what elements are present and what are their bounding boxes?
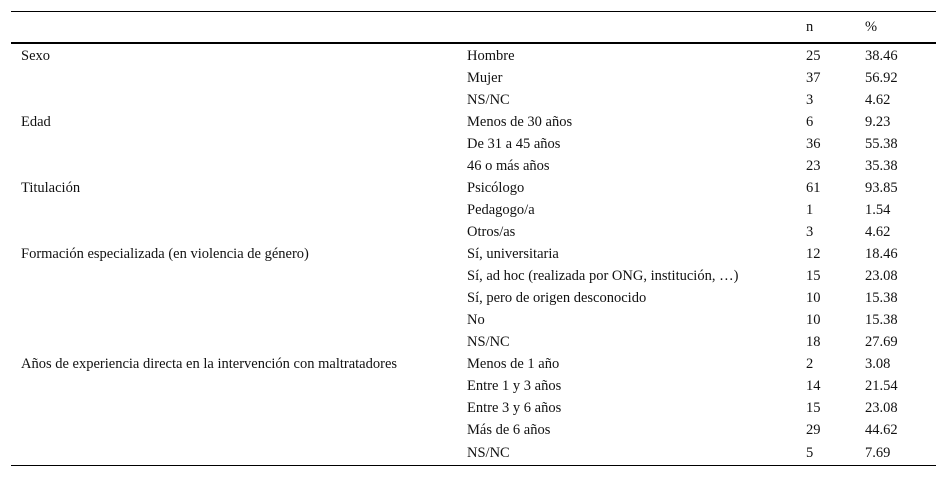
percent-cell: 21.54 — [865, 378, 898, 394]
variable-cell — [11, 397, 467, 419]
variable-cell — [11, 155, 467, 177]
n-cell: 10 — [806, 312, 821, 328]
variable-cell — [11, 419, 467, 441]
n-cell: 2 — [806, 356, 814, 372]
table-row — [11, 353, 936, 375]
percent-cell: 9.23 — [865, 114, 891, 130]
category-cell: Entre 1 y 3 años — [467, 378, 562, 394]
variable-cell — [11, 287, 467, 309]
variable-cell — [11, 265, 467, 287]
category-cell: NS/NC — [467, 441, 806, 466]
category-cell: Menos de 30 años — [467, 114, 573, 130]
percent-cell: 3.08 — [865, 356, 891, 372]
table-row — [11, 243, 936, 265]
percent-cell: 23.08 — [865, 400, 898, 416]
n-cell: 15 — [806, 400, 821, 416]
variable-cell: Titulación — [21, 180, 81, 196]
table-row — [11, 331, 936, 353]
variable-cell — [11, 199, 467, 221]
n-cell: 23 — [806, 158, 821, 174]
table-body — [11, 43, 936, 466]
n-cell: 1 — [806, 202, 814, 218]
variable-cell — [11, 67, 467, 89]
category-cell: Mujer — [467, 70, 503, 86]
percent-cell: 55.38 — [865, 136, 898, 152]
n-cell: 6 — [806, 114, 814, 130]
category-cell: Sí, pero de origen desconocido — [467, 290, 647, 306]
n-cell: 12 — [806, 246, 821, 262]
variable-cell: Años de experiencia directa en la intervención con maltratadores — [21, 356, 398, 372]
percent-cell: 27.69 — [865, 334, 898, 350]
variable-cell — [11, 309, 467, 331]
variable-cell: Sexo — [21, 47, 50, 64]
variable-cell — [11, 221, 467, 243]
table-row — [11, 155, 936, 177]
table-row — [11, 67, 936, 89]
n-cell: 29 — [806, 422, 821, 438]
table-row — [11, 89, 936, 111]
percent-cell: 15.38 — [865, 312, 898, 328]
n-cell: 3 — [806, 92, 814, 108]
category-cell: Entre 3 y 6 años — [467, 400, 562, 416]
percent-cell: 7.69 — [865, 441, 936, 466]
table-row — [11, 419, 936, 441]
percent-cell: 35.38 — [865, 158, 898, 174]
percent-cell: 18.46 — [865, 246, 898, 262]
percent-cell: 23.08 — [865, 268, 898, 284]
table-row — [11, 43, 936, 67]
percent-cell: 1.54 — [865, 202, 891, 218]
table-row — [11, 397, 936, 419]
table-header — [11, 12, 936, 44]
variable-cell — [11, 89, 467, 111]
table-row — [11, 287, 936, 309]
n-cell: 37 — [806, 70, 821, 86]
n-cell: 36 — [806, 136, 821, 152]
table-row — [11, 111, 936, 133]
percent-cell: 4.62 — [865, 224, 891, 240]
n-cell: 25 — [806, 47, 821, 64]
header-percent: % — [865, 12, 936, 44]
percent-cell: 93.85 — [865, 180, 898, 196]
category-cell: De 31 a 45 años — [467, 136, 561, 152]
variable-cell — [11, 133, 467, 155]
demographics-table — [11, 11, 936, 466]
percent-cell: 44.62 — [865, 422, 898, 438]
variable-cell: Formación especializada (en violencia de género) — [21, 246, 309, 262]
category-cell: Sí, ad hoc (realizada por ONG, institución, …) — [467, 268, 739, 284]
table-row — [11, 177, 936, 199]
n-cell: 61 — [806, 180, 821, 196]
table-row — [11, 199, 936, 221]
category-cell: Otros/as — [467, 224, 516, 240]
category-cell: Pedagogo/a — [467, 202, 535, 218]
header-row — [11, 12, 936, 44]
category-cell: 46 o más años — [467, 158, 550, 174]
n-cell: 10 — [806, 290, 821, 306]
header-category — [467, 12, 806, 44]
category-cell: Hombre — [467, 47, 515, 64]
table-row — [11, 221, 936, 243]
n-cell: 15 — [806, 268, 821, 284]
percent-cell: 4.62 — [865, 92, 891, 108]
table-row — [11, 133, 936, 155]
n-cell: 14 — [806, 378, 821, 394]
n-cell: 5 — [806, 441, 865, 466]
category-cell: NS/NC — [467, 92, 510, 108]
variable-cell: Edad — [21, 114, 51, 130]
n-cell: 18 — [806, 334, 821, 350]
table-row — [11, 375, 936, 397]
n-cell: 3 — [806, 224, 814, 240]
category-cell: Sí, universitaria — [467, 246, 559, 262]
category-cell: Más de 6 años — [467, 422, 551, 438]
variable-cell — [11, 331, 467, 353]
percent-cell: 38.46 — [865, 47, 898, 64]
table-row — [11, 265, 936, 287]
header-variable — [11, 12, 467, 44]
variable-cell — [11, 441, 467, 466]
category-cell: No — [467, 312, 485, 328]
category-cell: Psicólogo — [467, 180, 525, 196]
variable-cell — [11, 375, 467, 397]
category-cell: NS/NC — [467, 334, 510, 350]
header-n: n — [806, 12, 865, 44]
category-cell: Menos de 1 año — [467, 356, 560, 372]
percent-cell: 15.38 — [865, 290, 898, 306]
table-row — [11, 441, 936, 466]
percent-cell: 56.92 — [865, 70, 898, 86]
table-row — [11, 309, 936, 331]
